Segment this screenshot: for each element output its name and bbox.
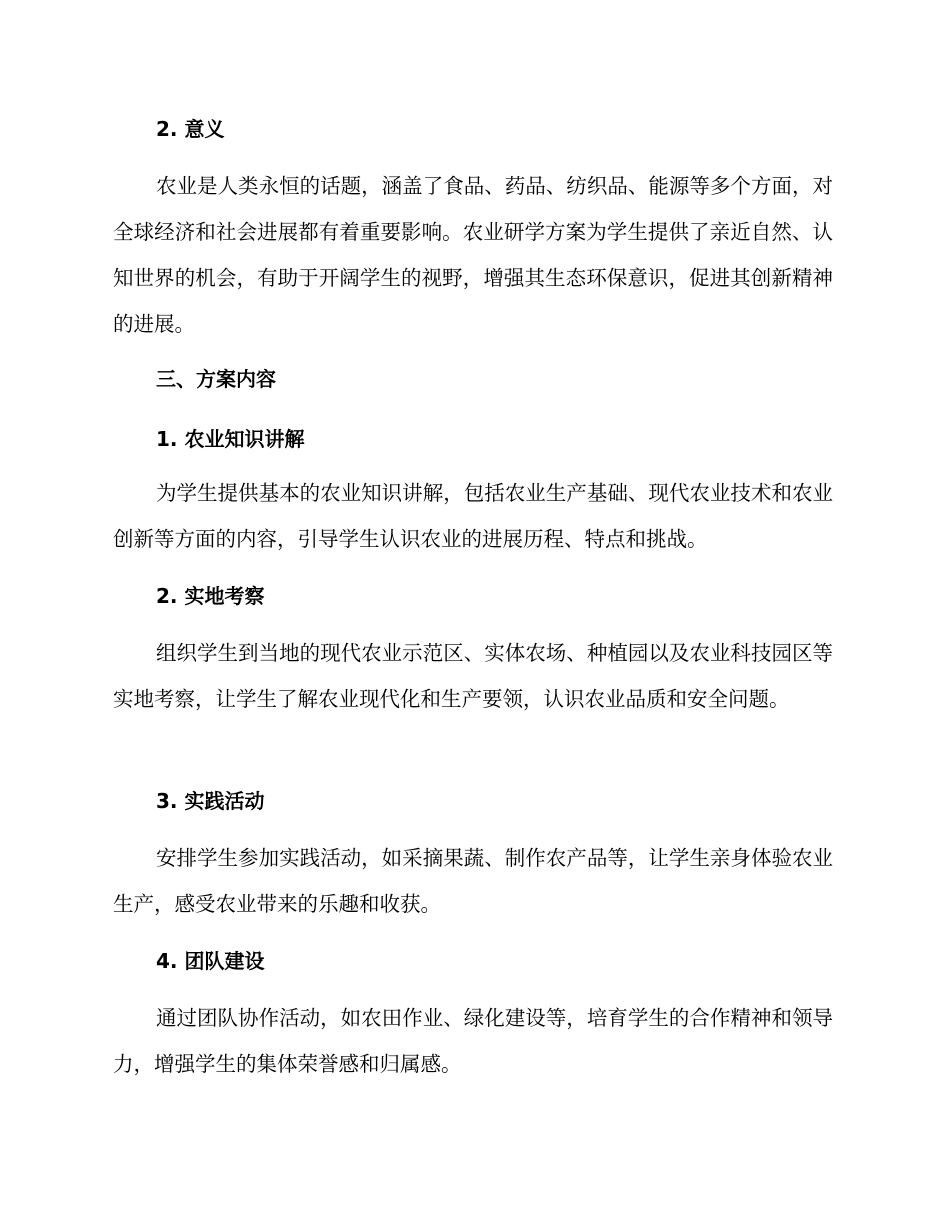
paragraph-text: 为学生提供基本的农业知识讲解，包括农业生产基础、现代农业技术和农业创新等方面的内容，引导学生认识农业的进展历程、特点和挑战。 xyxy=(113,481,833,551)
paragraph-agri-knowledge xyxy=(113,470,833,562)
paragraph-team-building xyxy=(113,995,833,1087)
section-heading-practice: 3. 实践活动 xyxy=(156,789,265,813)
paragraph-text: 组织学生到当地的现代农业示范区、实体农场、种植园以及农业科技园区等实地考察，让学生了解农业现代化和生产要领，认识农业品质和安全问题。 xyxy=(113,641,833,711)
paragraph-text: 通过团队协作活动，如农田作业、绿化建设等，培育学生的合作精神和领导力，增强学生的集体荣誉感和归属感。 xyxy=(113,1006,833,1076)
paragraph-text: 农业是人类永恒的话题，涵盖了食品、药品、纺织品、能源等多个方面，对全球经济和社会进展都有着重要影响。农业研学方案为学生提供了亲近自然、认知世界的机会，有助于开阔学生的视野，增强其生态环保意识，促进其创新精神的进展。 xyxy=(113,174,833,336)
section-heading-significance: 2. 意义 xyxy=(156,117,225,141)
section-heading-plan-content: 三、方案内容 xyxy=(156,367,276,391)
paragraph-practice xyxy=(113,835,833,927)
section-heading-team-building: 4. 团队建设 xyxy=(156,949,265,973)
paragraph-field-visit xyxy=(113,630,833,722)
paragraph-text: 安排学生参加实践活动，如采摘果蔬、制作农产品等，让学生亲身体验农业生产，感受农业带来的乐趣和收获。 xyxy=(113,846,833,916)
paragraph-significance xyxy=(113,163,833,347)
section-heading-agri-knowledge: 1. 农业知识讲解 xyxy=(156,427,305,451)
section-heading-field-visit: 2. 实地考察 xyxy=(156,584,265,608)
